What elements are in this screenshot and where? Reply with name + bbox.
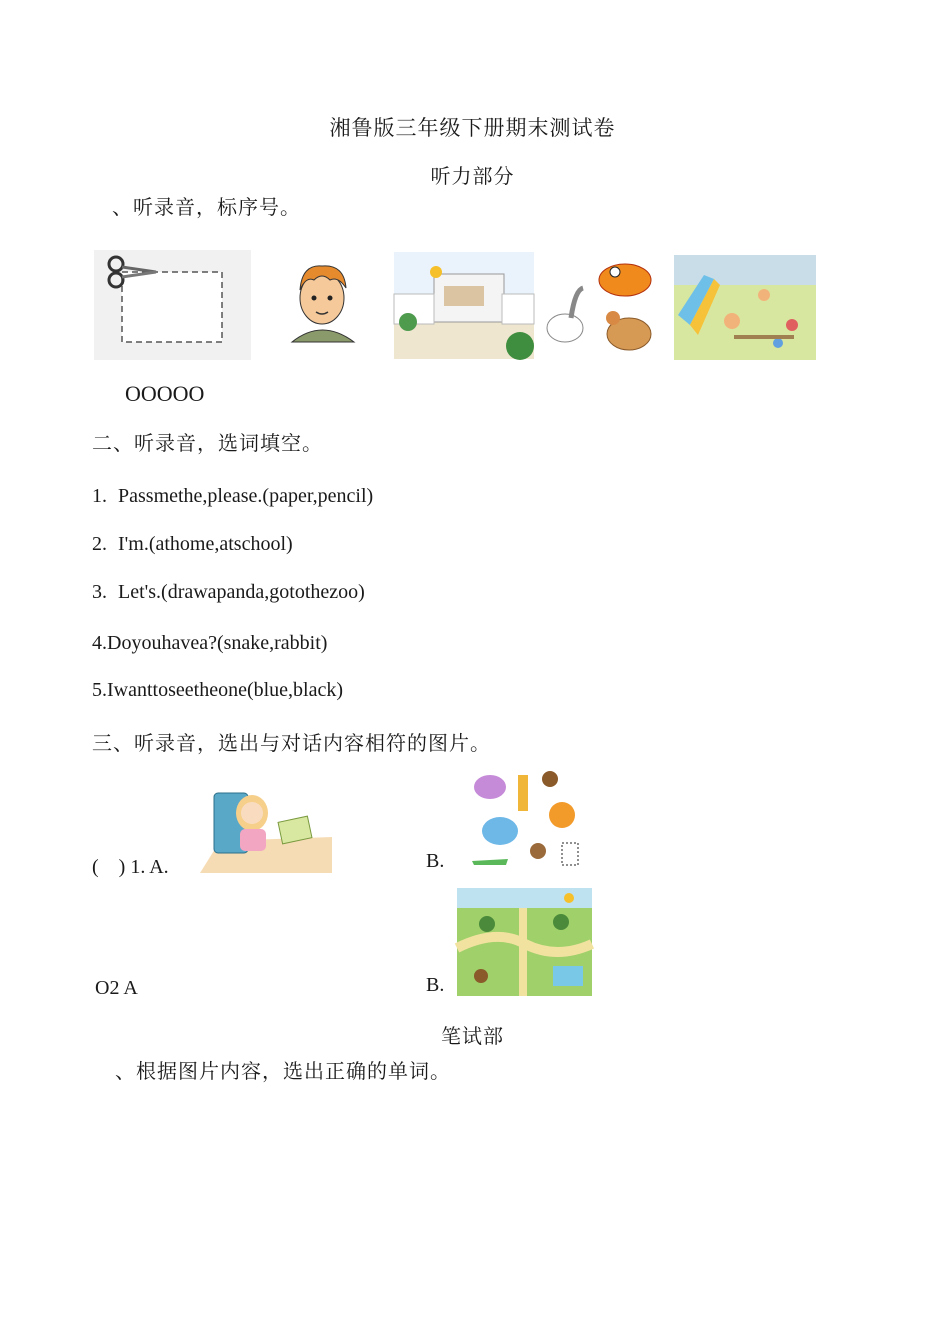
question-item-5 — [92, 679, 343, 702]
page-title: 湘鲁版三年级下册期末测试卷 — [329, 116, 616, 140]
q1-option-b: B. — [426, 850, 445, 872]
question-text: Passmethe,please.(paper,pencil) — [118, 485, 374, 507]
q1-prefix: ( ) 1. A. — [92, 856, 169, 878]
girl-phone-image — [200, 783, 332, 873]
school-image — [394, 252, 534, 359]
answer-circles: OOOOO — [125, 381, 205, 406]
goose-fish-hen-image — [545, 258, 660, 356]
question-text: I'm.(athome,atschool) — [118, 533, 293, 555]
section2-heading: 二、听录音，选词填空。 — [92, 431, 323, 455]
boy-face-image — [282, 256, 362, 346]
listening-heading: 听力部分 — [430, 164, 515, 188]
question-text: Let's.(drawapanda,gotothezoo) — [118, 581, 365, 603]
question-number: 2. — [92, 533, 107, 555]
animals-image — [470, 765, 585, 875]
writing-heading-clip — [0, 1018, 945, 1048]
question-text: 5.Iwanttoseetheone(blue,black) — [92, 679, 344, 701]
writing-heading: 笔试部 — [441, 1024, 504, 1048]
section1-heading: 、听录音，标序号。 — [112, 195, 301, 219]
section3-heading: 三、听录音，选出与对话内容相符的图片。 — [92, 731, 491, 755]
q2-option-b: B. — [426, 974, 445, 996]
question-item-4 — [92, 632, 327, 655]
question-item-1 — [92, 485, 373, 508]
q2-prefix-clip — [95, 976, 155, 999]
question-text: 4.Doyouhavea?(snake,rabbit) — [92, 632, 328, 654]
zoo-map-image — [457, 888, 592, 996]
scissors-cut-image — [94, 250, 251, 360]
writing-section1-heading: 、根据图片内容，选出正确的单词。 — [115, 1059, 451, 1083]
playground-image — [674, 255, 816, 360]
question-number: 3. — [92, 581, 107, 603]
q2-prefix: O2 A — [95, 977, 138, 999]
question-item-2 — [92, 533, 293, 556]
question-number: 1. — [92, 485, 107, 507]
section1-heading-clip — [112, 190, 372, 219]
question-item-3 — [92, 581, 365, 604]
